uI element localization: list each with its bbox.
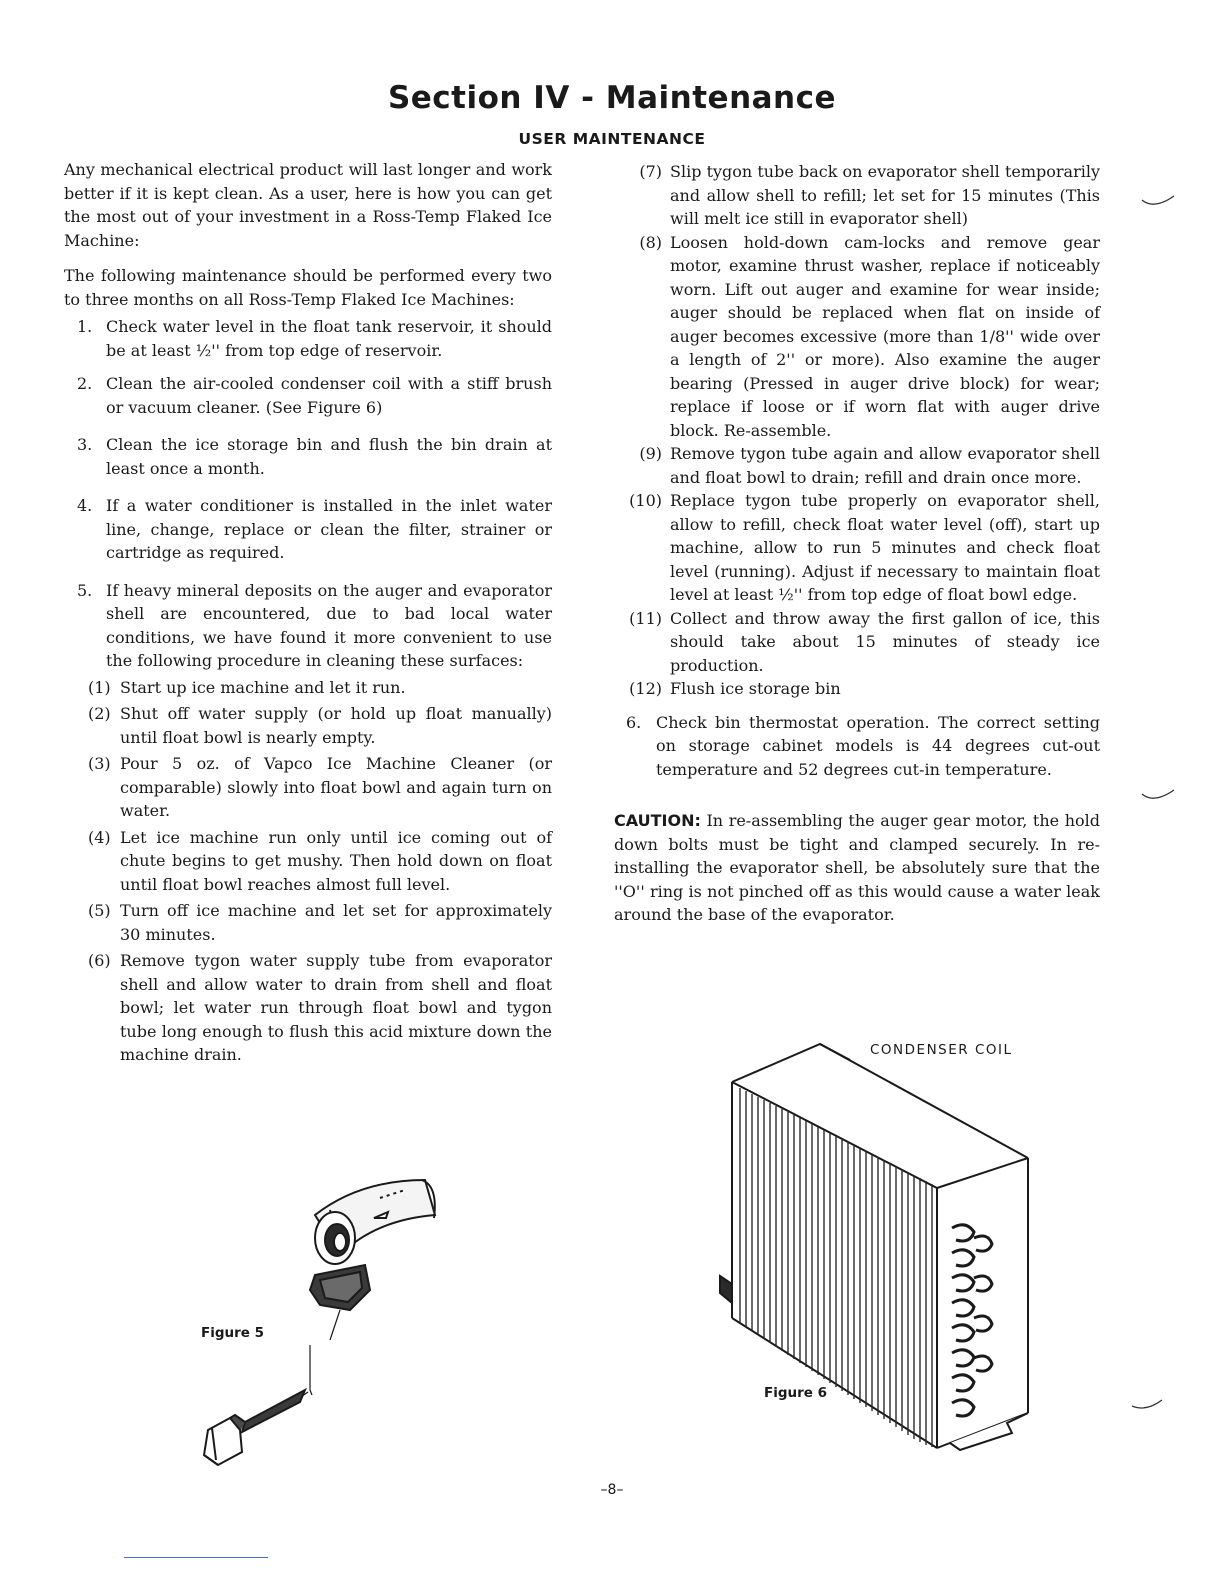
- step-text: Pour 5 oz. of Vapco Ice Machine Cleaner (or comparable) slowly into float bowl and again turn on water.: [120, 754, 552, 820]
- step-text: Remove tygon tube again and allow evaporator shell and float bowl to drain; refill and drain once more.: [670, 444, 1100, 487]
- step-number: (4): [88, 827, 111, 847]
- margin-mark: [1130, 1398, 1170, 1414]
- procedure-step: [614, 231, 1100, 443]
- step-number: (2): [88, 704, 111, 723]
- item-text: Check bin thermostat operation. The correct setting on storage cabinet models is 44 degrees cut-out temperature and 52 degrees cut-in temperature.: [656, 712, 1100, 779]
- figure-6-condenser-coil-illustration: [712, 1038, 1032, 1458]
- list-item: [64, 579, 552, 673]
- list-item: [64, 315, 552, 362]
- item-text: If heavy mineral deposits on the auger and evaporator shell are encountered, due to bad local water conditions, we have found it more convenient to use the following procedure in cleaning these surfaces:: [106, 580, 552, 670]
- left-column: [64, 158, 552, 1067]
- footer-rule: [124, 1557, 268, 1558]
- procedure-step: [64, 826, 552, 897]
- intro-paragraph: Any mechanical electrical product will last longer and work better if it is kept clean. As a user, here is how you can get the most out of your investment in a Ross-Temp Flaked Ice Machine:: [64, 160, 552, 250]
- procedure-step: [64, 899, 552, 946]
- step-number: (7): [639, 162, 662, 181]
- figure-6-label: Figure 6: [764, 1385, 828, 1401]
- step-number: (9): [639, 444, 662, 463]
- step-number: (6): [88, 951, 111, 970]
- procedure-step: [614, 160, 1100, 231]
- step-text: Flush ice storage bin: [670, 679, 841, 698]
- item-text: Clean the ice storage bin and flush the bin drain at least once a month.: [106, 435, 552, 478]
- item-number: 2.: [77, 374, 93, 393]
- step-text: Shut off water supply (or hold up float manually) until float bowl is nearly empty.: [120, 704, 552, 747]
- condenser-coil-callout: CONDENSER COIL: [870, 1042, 1013, 1058]
- step-text: Collect and throw away the first gallon of ice, this should take about 15 minutes of steady ice production.: [670, 608, 1100, 675]
- step-number: (1): [88, 677, 111, 697]
- margin-mark: [1140, 194, 1180, 210]
- right-column: [614, 160, 1100, 927]
- page-number: –8–: [600, 1482, 624, 1498]
- list-item: [64, 494, 552, 565]
- item-number: 4.: [77, 496, 93, 515]
- step-text: Let ice machine run only until ice coming out of chute begins to get mushy. Then hold down on float until float bowl reaches almost full level.: [120, 827, 552, 894]
- step-text: Turn off ice machine and let set for approximately 30 minutes.: [120, 901, 552, 944]
- step-text: Replace tygon tube properly on evaporator shell, allow to refill, check float water level (off), start up machine, allow to run 5 minutes and check float level (running). Adjust if necessary to maintain float level at least ½'' from top edge of float bowl edge.: [670, 491, 1100, 604]
- list-item: [64, 433, 552, 480]
- page-title: Section IV - Maintenance: [387, 80, 837, 116]
- item-number: 5.: [77, 580, 93, 600]
- item-number: 1.: [77, 317, 93, 336]
- caution-label: CAUTION:: [614, 811, 701, 830]
- procedure-step: [614, 607, 1100, 678]
- procedure-step: [64, 676, 552, 700]
- step-number: (11): [629, 608, 662, 628]
- procedure-step: [64, 702, 552, 749]
- list-item: [64, 372, 552, 419]
- caution-text: In re-assembling the auger gear motor, the hold down bolts must be tight and clamped securely. In re-installing the evaporator shell, be absolutely sure that the ''O'' ring is not pinched off as this would cause a water leak around the base of the evaporator.: [614, 811, 1100, 924]
- item-text: Clean the air-cooled condenser coil with a stiff brush or vacuum cleaner. (See Figure 6): [106, 374, 552, 417]
- item-text: Check water level in the float tank reservoir, it should be at least ½'' from top edge of reservoir.: [106, 317, 552, 360]
- step-text: Remove tygon water supply tube from evaporator shell and allow water to drain from shell and float bowl; let water run through float bowl and tygon tube long enough to flush this acid mixture down the machine drain.: [120, 951, 552, 1064]
- item-number: 3.: [77, 435, 93, 454]
- step-number: (3): [88, 754, 111, 773]
- step-number: (12): [629, 679, 662, 698]
- step-text: Start up ice machine and let it run.: [120, 677, 406, 697]
- caution-note: [614, 809, 1100, 927]
- figure-5-label: Figure 5: [201, 1325, 265, 1341]
- item-number: 6.: [626, 712, 642, 732]
- step-text: Loosen hold-down cam-locks and remove gear motor, examine thrust washer, replace if noticeably worn. Lift out auger and examine for wear inside; auger should be replaced when flat on inside of auger becomes excessive (more than 1/8'' wide over a length of 2'' or more). Also examine the auger bearing (Pressed in auger drive block) for wear; replace if loose or if worn flat with auger drive block. Re-assemble.: [670, 232, 1100, 440]
- step-number: (5): [88, 901, 111, 920]
- step-number: (8): [639, 232, 662, 252]
- procedure-step: [64, 949, 552, 1067]
- procedure-step: [614, 442, 1100, 489]
- schedule-paragraph: The following maintenance should be performed every two to three months on all Ross-Temp Flaked Ice Machines:: [64, 266, 552, 309]
- procedure-step: [614, 677, 1100, 701]
- margin-mark: [1140, 788, 1180, 804]
- list-item: [614, 711, 1100, 782]
- procedure-step: [64, 752, 552, 823]
- procedure-step: [614, 489, 1100, 607]
- step-number: (10): [629, 491, 662, 510]
- item-text: If a water conditioner is installed in the inlet water line, change, replace or clean the filter, strainer or cartridge as required.: [106, 496, 552, 562]
- step-text: Slip tygon tube back on evaporator shell temporarily and allow shell to refill; let set for 15 minutes (This will melt ice still in evaporator shell): [670, 162, 1100, 228]
- section-subheading: USER MAINTENANCE: [518, 130, 706, 148]
